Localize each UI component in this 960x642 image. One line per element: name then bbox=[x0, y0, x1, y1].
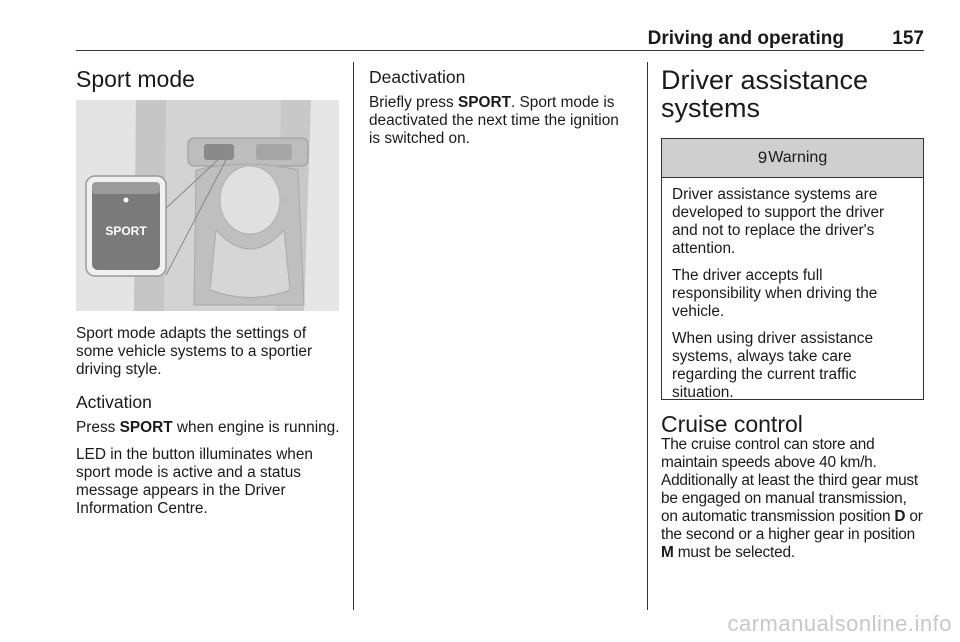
cruise-control-paragraph: The cruise control can store and maintain speeds above 40 km/h. Additionally at least the third gear must be engaged on manual transmission, on automatic transmission position D or the second or a higher gear in position M must be selected. bbox=[661, 436, 923, 561]
column-driver-assistance bbox=[661, 66, 926, 122]
running-header bbox=[76, 28, 924, 51]
sport-button-label: SPORT bbox=[105, 224, 147, 238]
page-number: 157 bbox=[892, 28, 924, 49]
cruise-control-heading: Cruise control bbox=[661, 411, 803, 437]
sport-button-figure bbox=[76, 100, 339, 311]
warning-header bbox=[662, 139, 923, 178]
warning-title: Warning bbox=[768, 149, 828, 166]
activation-paragraph-1: Press SPORT when engine is running. bbox=[76, 419, 340, 436]
deactivation-heading: Deactivation bbox=[369, 67, 466, 87]
column-divider-left bbox=[353, 62, 354, 610]
warning-body bbox=[662, 178, 923, 402]
deactivation-paragraph: Briefly press SPORT. Sport mode is deactivated the next time the ignition is switched on. bbox=[369, 94, 619, 147]
watermark-text: carmanualsonline.info bbox=[727, 611, 952, 636]
chapter-title: Driving and operating bbox=[647, 28, 844, 49]
column-deactivation bbox=[369, 67, 634, 157]
warning-paragraph-1: Driver assistance systems are developed to support the driver and not to replace the driver's attention. bbox=[672, 186, 885, 257]
chapter-heading-driver-assistance: Driver assistance systems bbox=[661, 65, 869, 123]
column-sport-mode-body bbox=[76, 325, 341, 527]
section-title-sport-mode: Sport mode bbox=[76, 66, 195, 92]
column-sport-mode bbox=[76, 66, 341, 92]
warning-symbol: 9 bbox=[757, 148, 768, 167]
activation-paragraph-2: LED in the button illuminates when sport mode is active and a status message appears in the Driver Information Centre. bbox=[76, 446, 313, 517]
sport-mode-intro: Sport mode adapts the settings of some vehicle systems to a sportier driving style. bbox=[76, 325, 313, 378]
column-divider-right bbox=[647, 62, 648, 610]
warning-paragraph-3: When using driver assistance systems, always take care regarding the current traffic situation. bbox=[672, 330, 874, 401]
warning-box bbox=[661, 138, 924, 400]
warning-paragraph-2: The driver accepts full responsibility when driving the vehicle. bbox=[672, 267, 878, 320]
activation-heading: Activation bbox=[76, 392, 152, 412]
console-illustration bbox=[76, 100, 339, 311]
column-cruise-control bbox=[661, 412, 926, 571]
